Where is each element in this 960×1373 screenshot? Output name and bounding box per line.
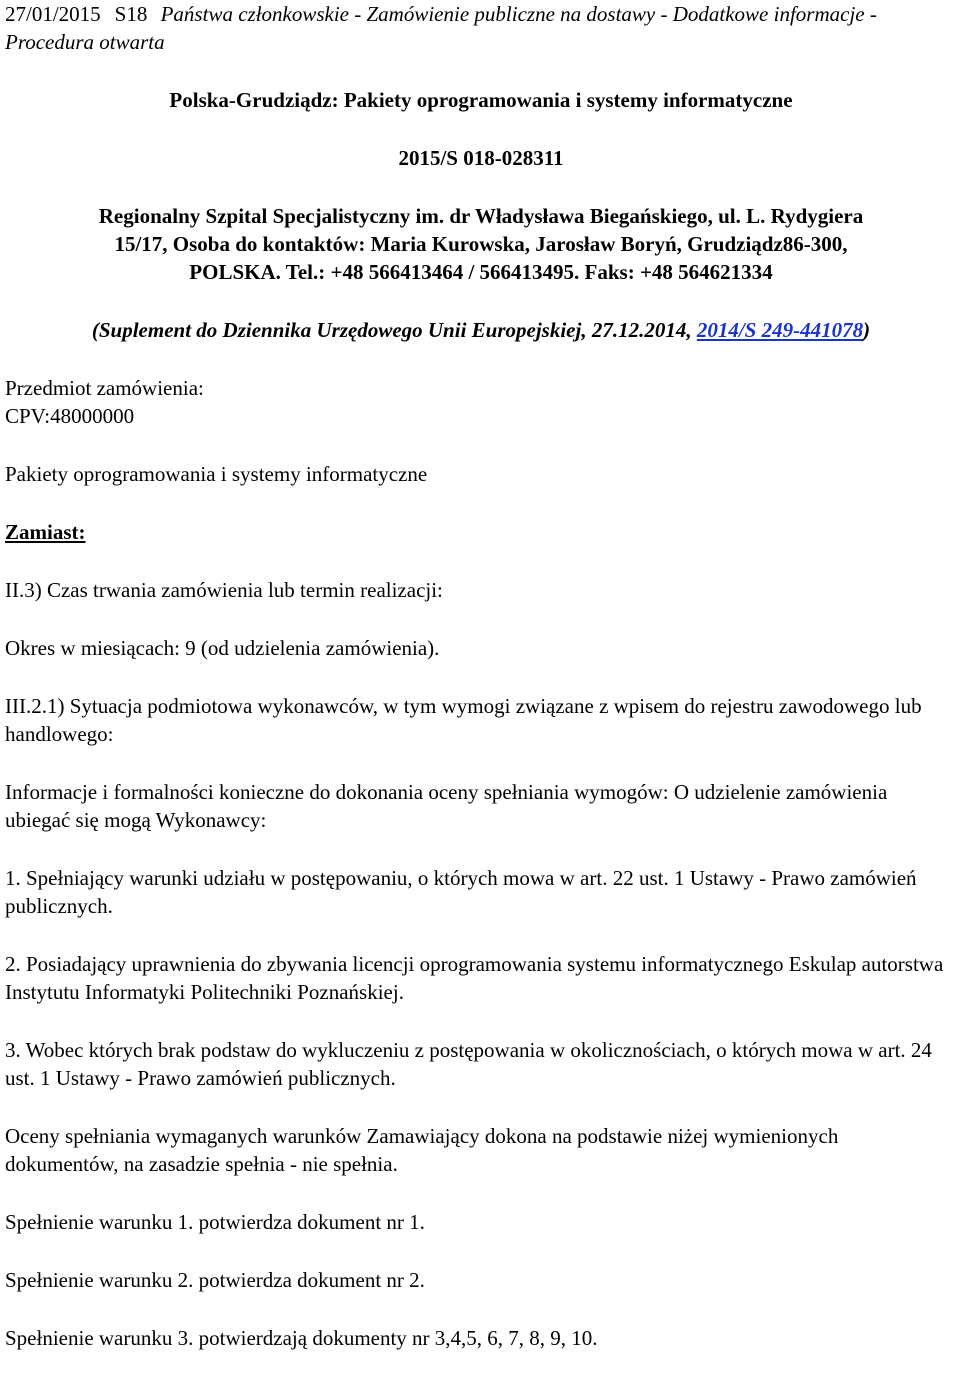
condition-item: Spełnienie warunku 3. potwierdzają dokumenty nr 3,4,5, 6, 7, 8, 9, 10. (5, 1326, 598, 1350)
section-ii3-text: Okres w miesiącach: 9 (od udzielenia zamówienia). (5, 636, 440, 660)
cpv-code: CPV:48000000 (5, 404, 135, 428)
requirement-item: 3. Wobec których brak podstaw do wykluczeniu z postępowania w okolicznościach, o których mowa w art. 24 ust. 1 Ustawy - Prawo zamówień publicznych. (5, 1038, 932, 1090)
supplement-link[interactable]: 2014/S 249-441078 (696, 318, 864, 342)
notice-title: Polska-Grudziądz: Pakiety oprogramowania i systemy informatyczne (169, 88, 793, 112)
series-code: S18 (114, 2, 148, 26)
condition-item: Spełnienie warunku 1. potwierdza dokument nr 1. (5, 1210, 425, 1234)
section-ii3-heading: II.3) Czas trwania zamówienia lub termin realizacji: (5, 578, 443, 602)
supplement-suffix: ) (863, 318, 871, 342)
subject-section (5, 374, 957, 430)
supplement-prefix: (Suplement do Dziennika Urzędowego Unii Europejskiej, 27.12.2014, (91, 318, 697, 342)
condition-item: Spełnienie warunku 2. potwierdza dokument nr 2. (5, 1268, 425, 1292)
authority-line: Regionalny Szpital Specjalistyczny im. dr Władysława Biegańskiego, ul. L. Rydygiera (98, 204, 864, 228)
notice-number: 2015/S 018-028311 (398, 146, 564, 170)
section-iii21-heading: III.2.1) Sytuacja podmiotowa wykonawców, w tym wymogi związane z wpisem do rejestru zawodowego lub handlowego: (5, 694, 922, 746)
document-header (5, 0, 957, 56)
subject-description: Pakiety oprogramowania i systemy informatyczne (5, 462, 428, 486)
document-page (5, 0, 957, 1352)
assessment-text: Oceny spełniania wymaganych warunków Zamawiający dokona na podstawie niżej wymienionych dokumentów, na zasadzie spełnia - nie spełnia. (5, 1124, 839, 1176)
authority-line: 15/17, Osoba do kontaktów: Maria Kurowska, Jarosław Boryń, Grudziądz86-300, (114, 232, 848, 256)
subject-label: Przedmiot zamówienia: (5, 376, 204, 400)
publication-date: 27/01/2015 (5, 2, 101, 26)
requirement-item: 1. Spełniający warunki udziału w postępowaniu, o których mowa w art. 22 ust. 1 Ustawy - Prawo zamówień publicznych. (5, 866, 917, 918)
supplement-reference (5, 316, 957, 344)
instead-label: Zamiast: (5, 520, 86, 544)
notice-type-description: Państwa członkowskie - Zamówienie publiczne na dostawy - Dodatkowe informacje - Procedura otwarta (5, 2, 877, 54)
contracting-authority (5, 202, 957, 286)
section-iii21-intro: Informacje i formalności konieczne do dokonania oceny spełniania wymogów: O udzielenie zamówienia ubiegać się mogą Wykonawcy: (5, 780, 888, 832)
requirement-item: 2. Posiadający uprawnienia do zbywania licencji oprogramowania systemu informatycznego Eskulap autorstwa Instytutu Informatyki Politechniki Poznańskiej. (5, 952, 944, 1004)
authority-line: POLSKA. Tel.: +48 566413464 / 566413495. Faks: +48 564621334 (189, 260, 773, 284)
